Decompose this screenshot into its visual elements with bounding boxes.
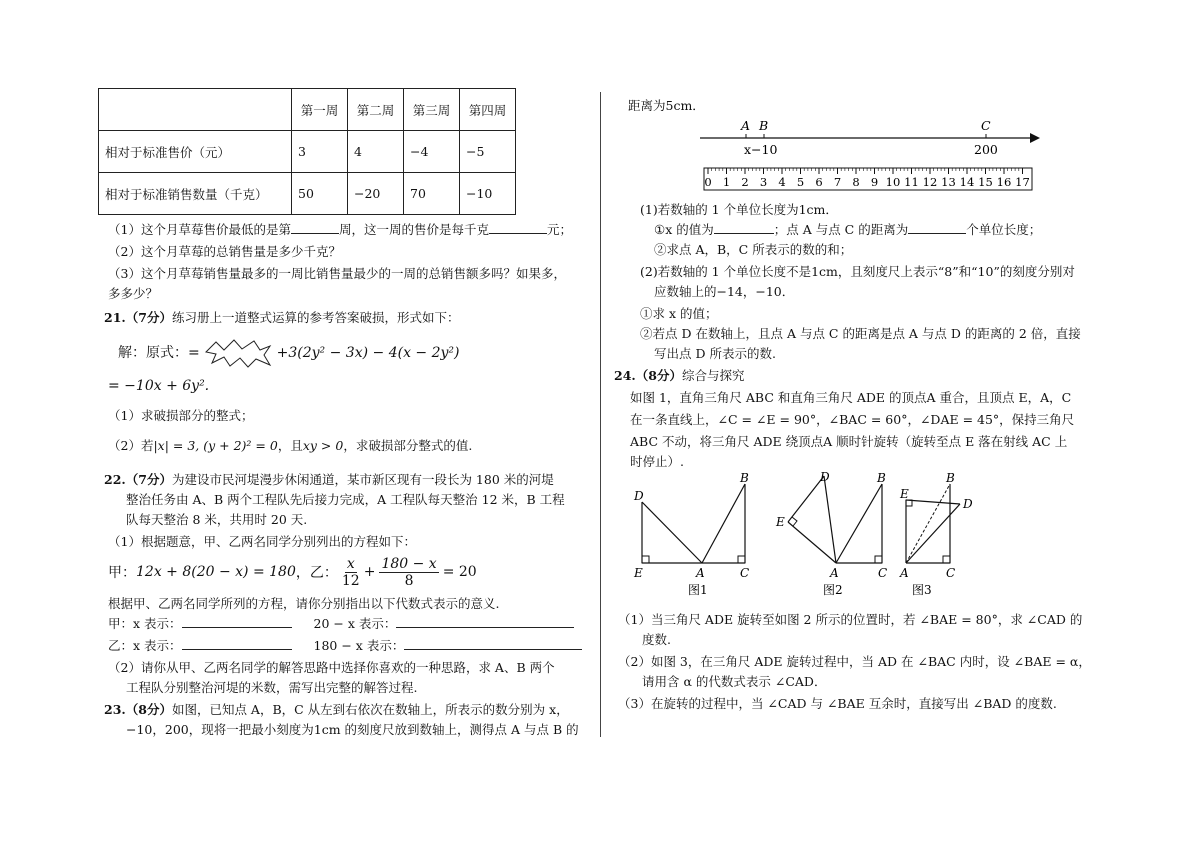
value-label: x−10 [744, 142, 778, 157]
ruler-number: 11 [904, 175, 919, 189]
table-cell: −10 [460, 173, 516, 215]
q23-part2a: ①求 x 的值； [640, 306, 718, 321]
q23-part2b: ②若点 D 在数轴上，且点 A 与点 C 的距离是点 A 与点 D 的距离的 2 倍，直接 [640, 326, 1081, 341]
yi-rhs: = 20 [442, 564, 477, 580]
vertex-label: C [878, 566, 888, 580]
figure-1 [633, 471, 749, 597]
fraction-denominator: 8 [404, 572, 414, 589]
q20-text: 元； [546, 222, 572, 237]
q23-part1b: ②求点 A，B，C 所表示的数的和； [654, 242, 853, 257]
answer-blank [908, 233, 966, 234]
answer-blank [396, 627, 574, 628]
answer-blank [291, 233, 339, 234]
column-divider [600, 92, 601, 737]
ruler-number: 10 [885, 175, 901, 189]
q23-stem-line: −10，200，现将一把最小刻度为1cm 的刻度尺放到数轴上，测得点 A 与点 B 的 [126, 722, 579, 737]
ruler-number: 4 [778, 175, 786, 189]
q20-part3: （3）这个月草莓销售量最多的一周比销售量最少的一周的总销售额多吗？如果多， [108, 266, 566, 281]
q20-part3-cont: 多多少？ [108, 286, 159, 301]
arrow-icon [1030, 133, 1040, 143]
point-c-label: C [981, 118, 991, 133]
answer-blank [182, 649, 292, 650]
q22-jia-blanks [108, 616, 574, 632]
q20-part1 [108, 222, 572, 238]
table-cell: −20 [348, 173, 404, 215]
q22-yi-blanks [108, 638, 582, 654]
jia-equation: 12x + 8(20 − x) = 180 [136, 564, 296, 580]
table-cell: 50 [292, 173, 348, 215]
table-cell: 4 [348, 131, 404, 173]
table-cell: −5 [460, 131, 516, 173]
blank-label: 180 − x 表示： [313, 638, 405, 653]
torn-paper-icon [204, 338, 272, 368]
solution-label: 解：原式：= [118, 345, 200, 361]
jia-label: 甲： [108, 565, 136, 581]
ruler-number: 12 [922, 175, 938, 189]
q24-part2: （2）如图 3，在三角尺 ADE 旋转过程中，当 AD 在 ∠BAC 内时，设 ∠BAE = α， [618, 654, 1091, 669]
q23-part2: (2)若数轴的 1 个单位长度不是1cm，且刻度尺上表示“8”和“10”的刻度分别对 [640, 264, 1075, 279]
answer-blank [182, 627, 292, 628]
table-cell: 3 [292, 131, 348, 173]
point-a-label: A [741, 118, 751, 133]
q23-part1a [654, 222, 1041, 238]
ruler-number: 13 [941, 175, 956, 189]
ruler-number: 17 [1015, 175, 1030, 189]
result-expression: = −10x + 6y². [108, 378, 210, 394]
question-number: 24.（8分） [614, 368, 682, 383]
q22-meaning: 根据甲、乙两名同学所列的方程，请你分别指出以下代数式表示的意义. [108, 596, 500, 611]
q24-line: 在一条直线上，∠C = ∠E = 90°，∠BAC = 60°，∠DAE = 45°，保持三角尺 [630, 412, 1075, 427]
q23-stem-cont: 距离为5cm． [628, 98, 705, 113]
q24-part1-cont: 度数. [642, 632, 671, 647]
q23-part1: (1)若数轴的 1 个单位长度为1cm． [640, 202, 838, 217]
table-cell: −4 [404, 131, 460, 173]
q21-text: ，求破损部分整式的值. [343, 438, 473, 453]
answer-blank [714, 233, 774, 234]
blank-label: 20 − x 表示： [313, 616, 397, 631]
q22-stem-line: 队每天整治 8 米，共用时 20 天. [126, 512, 308, 527]
figure-2 [775, 470, 887, 597]
table-header-cell: 第一周 [292, 89, 348, 131]
figure-caption: 图1 [688, 583, 708, 597]
answer-blank [404, 649, 582, 650]
table-header-cell: 第四周 [460, 89, 516, 131]
vertex-label: C [740, 566, 750, 580]
q20-text: 周，这一周的售价是每千克 [338, 222, 489, 237]
table-row [99, 173, 516, 215]
table-row-label: 相对于标准售价（元） [99, 131, 292, 173]
q24-part1: （1）当三角尺 ADE 旋转至如图 2 所示的位置时，若 ∠BAE = 80°，求 ∠CAD 的 [618, 612, 1083, 627]
ruler-number: 9 [870, 175, 879, 189]
fraction [379, 556, 438, 589]
fraction [342, 556, 360, 589]
table-header-cell [99, 89, 292, 131]
q24-part3: （3）在旋转的过程中，当 ∠CAD 与 ∠BAE 互余时，直接写出 ∠BAD 的度数. [618, 696, 1057, 711]
table-header-cell: 第三周 [404, 89, 460, 131]
q22-part2-cont: 工程队分别整治河堤的米数，需写出完整的解答过程. [126, 680, 418, 695]
figure-caption: 图2 [823, 583, 843, 597]
q21-part2 [108, 438, 472, 454]
question-number: 21.（7分） [104, 310, 172, 325]
vertex-label: D [820, 470, 830, 484]
vertex-label: C [946, 566, 956, 580]
q24-line: ABC 不动，将三角尺 ADE 绕顶点A 顺时针旋转（旋转至点 E 落在射线 AC 上 [630, 434, 1068, 449]
vertex-label: B [946, 471, 955, 485]
ruler-number: 16 [996, 175, 1012, 189]
ruler-ticks [704, 168, 1029, 189]
value-label: 200 [974, 142, 998, 157]
q22-stem [104, 472, 554, 488]
question-number: 23.（8分） [104, 702, 172, 717]
q23-part2b-cont: 写出点 D 所表示的数. [654, 346, 776, 361]
ruler-number: 7 [833, 175, 842, 189]
ruler-number: 6 [815, 175, 823, 189]
vertex-label: B [740, 471, 749, 485]
vertex-label: D [963, 497, 973, 511]
q24-stem [614, 368, 744, 384]
q24-line: 如图 1，直角三角尺 ABC 和直角三角尺 ADE 的顶点A 重合，且顶点 E，A，C [630, 390, 1072, 405]
vertex-label: A [900, 566, 909, 580]
triangle-figures [630, 470, 990, 600]
yi-label: ，乙： [295, 565, 338, 581]
vertex-label: A [830, 566, 839, 580]
figure-3 [899, 471, 973, 597]
q23-text: ①x 的值为 [654, 222, 714, 237]
fraction-numerator: x [346, 555, 355, 572]
question-text: 练习册上一道整式运算的参考答案破损，形式如下： [171, 310, 460, 325]
q23-stem [104, 702, 569, 718]
question-text: 为建设市民河堤漫步休闲通道，某市新区现有一段长为 180 米的河堤 [171, 472, 554, 487]
ruler-number: 5 [796, 175, 805, 189]
ruler-number: 8 [852, 175, 860, 189]
q22-part2: （2）请你从甲、乙两名同学的解答思路中选择你喜欢的一种思路，求 A、B 两个 [108, 660, 555, 675]
q20-text: （1）这个月草莓售价最低的是第 [108, 222, 291, 237]
math-expression: |x| = 3, (y + 2)² = 0 [153, 438, 278, 453]
q24-line: 时停止）. [630, 454, 684, 469]
vertex-label: D [634, 489, 644, 503]
q23-text: ；点 A 与点 C 的距离为 [773, 222, 909, 237]
ruler-number: 1 [722, 175, 731, 189]
q22-part1: （1）根据题意，甲、乙两名同学分别列出的方程如下： [108, 534, 416, 549]
q20-part2: （2）这个月草莓的总销售量是多少千克？ [108, 244, 341, 259]
question-title: 综合与探究 [681, 368, 745, 383]
table-header-row [99, 89, 516, 131]
question-number: 22.（7分） [104, 472, 172, 487]
q21-stem [104, 310, 459, 326]
table-row [99, 131, 516, 173]
expression: +3(2y² − 3x) − 4(x − 2y²) [276, 345, 460, 361]
vertex-label: E [634, 566, 643, 580]
ruler-number: 14 [959, 175, 975, 189]
figure-caption: 图3 [912, 583, 932, 597]
ruler-number: 3 [759, 175, 768, 189]
q22-stem-line: 整治任务由 A、B 两个工程队先后接力完成，A 工程队每天整治 12 米，B 工程 [126, 492, 565, 507]
ruler-number: 15 [978, 175, 993, 189]
table-cell: 70 [404, 173, 460, 215]
fraction-denominator: 12 [341, 572, 360, 589]
number-line-ruler-figure [694, 116, 1044, 198]
question-text: 如图，已知点 A，B，C 从左到右依次在数轴上，所表示的数分别为 x， [171, 702, 569, 717]
vertex-label: B [877, 471, 886, 485]
q23-text: 个单位长度； [966, 222, 1042, 237]
q21-text: ，且 [277, 438, 303, 453]
table-row-label: 相对于标准销售数量（千克） [99, 173, 292, 215]
q22-equations: 甲： 12x + 8(20 − x) = 180 ，乙： $\frac{x}{12}$ + $\frac{180 - x}{8}$ = 20 [108, 555, 477, 589]
blank-label: 乙：x 表示： [108, 638, 182, 653]
vertex-label: E [776, 515, 785, 529]
fraction-numerator: 180 − x [381, 555, 437, 572]
ruler-number: 0 [704, 175, 712, 189]
ruler-number: 2 [741, 175, 749, 189]
vertex-label: A [696, 566, 705, 580]
q23-part2-cont: 应数轴上的−14，−10． [654, 284, 795, 299]
q21-part1: （1）求破损部分的整式； [108, 408, 254, 423]
q21-result [108, 378, 209, 394]
left-column [98, 88, 588, 737]
table-header-cell: 第二周 [348, 89, 404, 131]
vertex-label: E [900, 487, 909, 501]
answer-blank [489, 233, 547, 234]
q21-solution [118, 338, 459, 368]
blank-label: 甲：x 表示： [108, 616, 182, 631]
q21-text: （2）若 [108, 438, 154, 453]
price-table [98, 88, 516, 215]
math-expression: xy > 0 [302, 438, 344, 453]
q24-part2-cont: 请用含 α 的代数式表示 ∠CAD． [642, 674, 827, 689]
point-b-label: B [759, 118, 769, 133]
